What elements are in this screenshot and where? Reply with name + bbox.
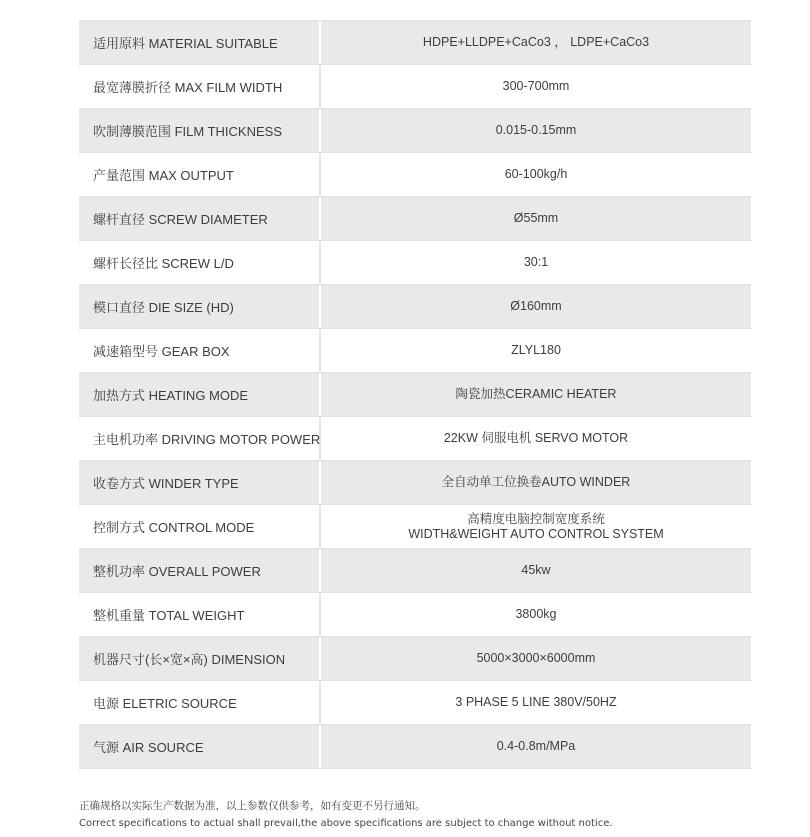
spec-label: 螺杆长径比 SCREW L/D [79, 241, 321, 284]
spec-label: 电源 ELETRIC SOURCE [79, 681, 321, 724]
spec-row [79, 65, 751, 109]
spec-value-line: 高精度电脑控制宽度系统 [467, 511, 605, 526]
spec-table [79, 20, 751, 769]
spec-value-line: WIDTH&WEIGHT AUTO CONTROL SYSTEM [408, 526, 664, 541]
spec-row [79, 417, 751, 461]
spec-label: 整机功率 OVERALL POWER [79, 549, 321, 592]
spec-row [79, 637, 751, 681]
spec-label: 最宽薄膜折径 MAX FILM WIDTH [79, 65, 321, 108]
spec-value [321, 373, 751, 416]
spec-label: 螺杆直径 SCREW DIAMETER [79, 197, 321, 240]
spec-value-line: 3 PHASE 5 LINE 380V/50HZ [455, 695, 617, 709]
spec-value-line: 45kw [521, 563, 551, 577]
spec-row [79, 505, 751, 549]
spec-label: 整机重量 TOTAL WEIGHT [79, 593, 321, 636]
spec-label: 主电机功率 DRIVING MOTOR POWER [79, 417, 321, 460]
spec-row [79, 549, 751, 593]
spec-value [321, 153, 751, 196]
spec-label: 控制方式 CONTROL MODE [79, 505, 321, 548]
spec-value-line: 60-100kg/h [504, 167, 568, 181]
spec-row [79, 285, 751, 329]
spec-value [321, 461, 751, 504]
footnote-chinese: 正确规格以实际生产数据为准，以上参数仅供参考，如有变更不另行通知。 [79, 800, 426, 812]
spec-label: 机器尺寸(长×宽×高) DIMENSION [79, 637, 321, 680]
spec-row [79, 373, 751, 417]
spec-value-line: 陶瓷加热CERAMIC HEATER [455, 387, 617, 401]
spec-value [321, 197, 751, 240]
spec-row [79, 329, 751, 373]
spec-value-line: 30:1 [523, 255, 549, 269]
spec-value [321, 65, 751, 108]
spec-value [321, 549, 751, 592]
spec-value [321, 241, 751, 284]
spec-value [321, 417, 751, 460]
spec-value-line: 全自动单工位换卷AUTO WINDER [441, 475, 631, 489]
footnote-english: Correct specifications to actual shall prevail,the above specifications are subject to change without notice. [79, 818, 613, 829]
spec-label: 模口直径 DIE SIZE (HD) [79, 285, 321, 328]
spec-label: 吹制薄膜范围 FILM THICKNESS [79, 109, 321, 152]
spec-value-line: ZLYL180 [511, 343, 561, 357]
spec-value-line: 22KW 伺服电机 SERVO MOTOR [443, 431, 629, 445]
spec-value-line: 0.015-0.15mm [495, 123, 577, 137]
spec-value [321, 637, 751, 680]
spec-row [79, 21, 751, 65]
spec-row [79, 461, 751, 505]
spec-label: 减速箱型号 GEAR BOX [79, 329, 321, 372]
spec-value-line: 300-700mm [502, 79, 570, 93]
spec-value-line: HDPE+LLDPE+CaCo3 ， LDPE+CaCo3 [422, 35, 650, 49]
spec-label: 适用原料 MATERIAL SUITABLE [79, 21, 321, 64]
spec-value [321, 21, 751, 64]
spec-label: 产量范围 MAX OUTPUT [79, 153, 321, 196]
spec-value [321, 285, 751, 328]
spec-value [321, 681, 751, 724]
spec-label: 气源 AIR SOURCE [79, 725, 321, 768]
spec-row [79, 681, 751, 725]
spec-row [79, 241, 751, 285]
spec-row [79, 725, 751, 769]
spec-value-line: 3800kg [515, 607, 557, 621]
spec-row [79, 153, 751, 197]
spec-value-line: Ø55mm [513, 211, 559, 225]
spec-value [321, 329, 751, 372]
spec-label: 收卷方式 WINDER TYPE [79, 461, 321, 504]
spec-value [321, 109, 751, 152]
spec-value-line: Ø160mm [510, 299, 562, 313]
spec-value [321, 725, 751, 768]
spec-row [79, 109, 751, 153]
spec-value-line: 0.4-0.8m/MPa [496, 739, 576, 753]
spec-row [79, 593, 751, 637]
spec-row [79, 197, 751, 241]
spec-value [321, 505, 751, 548]
spec-label: 加热方式 HEATING MODE [79, 373, 321, 416]
spec-value-line: 5000×3000×6000mm [476, 651, 596, 665]
spec-value [321, 593, 751, 636]
